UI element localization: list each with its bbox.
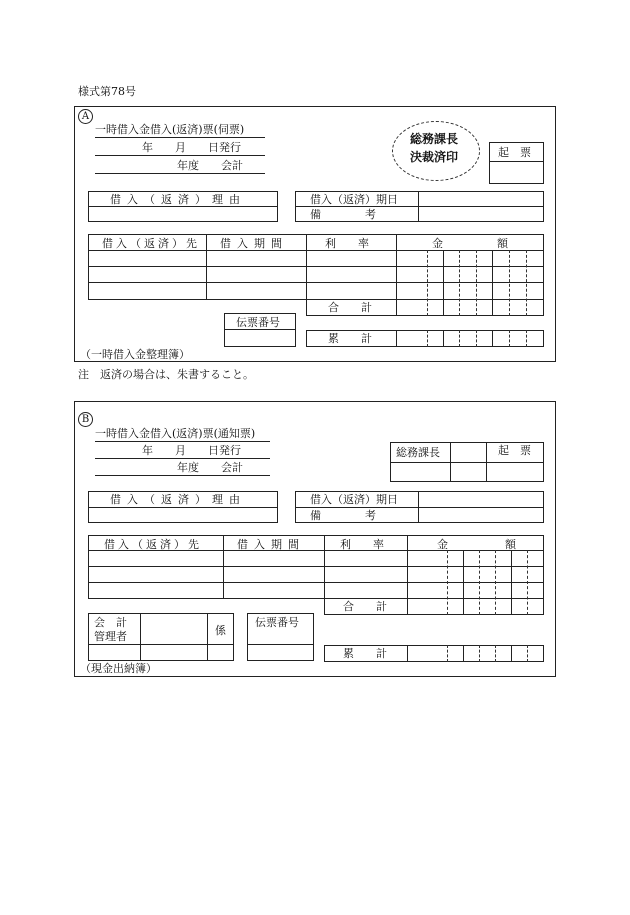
form-a-ledger: （一時借入金整理簿） [80,348,190,361]
form-a-cumulative-label: 累 計 [328,332,372,345]
form-b-date-line: 年 月 日発行 [95,445,270,459]
form-a-period-date-label: 借入（返済）期日 [310,193,398,206]
form-number: 様式第78号 [78,85,136,98]
form-b-total-label: 合 計 [343,600,387,613]
form-b-accounting-label-2: 管理者 [94,630,127,643]
form-a-col-amount-1: 金 [432,237,443,250]
form-b-ledger: （現金出納簿） [80,662,157,675]
form-a-year-line: 年度 会計 [95,160,265,174]
note: 注 返済の場合は、朱書すること。 [78,368,254,381]
form-b-col-rate: 利 率 [340,538,384,551]
form-b-reason-label: 借入（返済）理由 [110,493,246,506]
form-a-stamp-line1: 総務課長 [410,132,459,146]
form-b-remarks-label: 備 考 [310,509,376,522]
form-b-col-amount-1: 金 [437,538,448,551]
form-b-year-line: 年度 会計 [95,462,270,476]
form-a-col-rate: 利 率 [325,237,369,250]
form-b-col-amount-2: 額 [505,538,516,551]
form-a-date-line: 年 月 日発行 [95,142,265,156]
form-a-total-label: 合 計 [328,301,372,314]
form-a-title: 一時借入金借入(返済)票(伺票) [95,124,265,138]
form-b-period-date-label: 借入（返済）期日 [310,493,398,506]
form-a-kihyo-label: 起 票 [498,146,531,159]
form-a-stamp-line2: 決裁済印 [410,150,459,164]
form-a-slip-label: 伝票番号 [236,316,280,329]
form-b-col-lender: 借入（返済）先 [104,538,202,551]
form-b-cumulative-label: 累 計 [343,647,387,660]
form-b-accounting-label-1: 会 計 [94,616,127,629]
form-b-col-period: 借入期間 [237,538,305,551]
form-a-col-period: 借入期間 [220,237,288,250]
form-a-marker: A [78,109,93,124]
form-b-marker: B [78,412,93,427]
form-a-col-lender: 借入（返済）先 [102,237,200,250]
form-a-remarks-label: 備 考 [310,208,376,221]
form-b-manager-label: 総務課長 [396,446,440,459]
form-a-reason-label: 借入（返済）理由 [110,193,246,206]
form-b-slip-label: 伝票番号 [255,616,299,629]
form-b-title: 一時借入金借入(返済)票(通知票) [95,428,270,442]
form-b-kakari-label: 係 [215,624,226,637]
form-a-col-amount-2: 額 [497,237,508,250]
form-b-kihyo-label: 起 票 [498,444,531,457]
